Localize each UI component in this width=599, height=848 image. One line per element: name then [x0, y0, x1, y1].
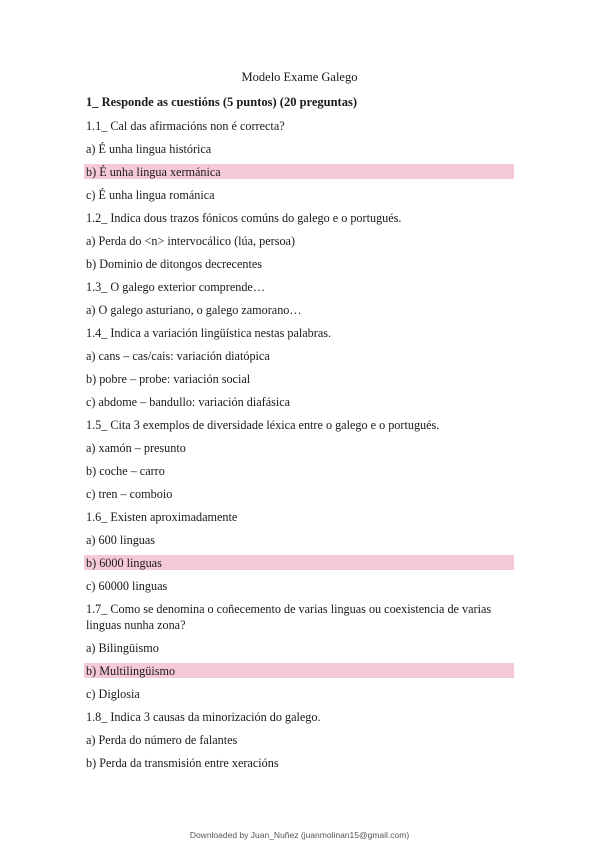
option-a: a) É unha lingua histórica [86, 142, 212, 156]
option-c: c) Diglosia [86, 687, 140, 701]
answer-b: b) pobre – probe: variación social [86, 372, 251, 386]
answer-a: a) Perda do número de falantes [86, 733, 238, 747]
option-a: a) Bilingüismo [86, 641, 159, 655]
question-1-1: 1.1_ Cal das afirmacións non é correcta? [86, 119, 285, 133]
answer-c: c) abdome – bandullo: variación diafásica [86, 395, 291, 409]
section-heading: 1_ Responde as cuestións (5 puntos) (20 preguntas) [86, 95, 357, 109]
answer-a: a) xamón – presunto [86, 441, 186, 455]
option-b-highlighted: b) 6000 linguas [86, 556, 162, 570]
download-footer: Downloaded by Juan_Nuñez (juanmolinan15@gmail.com) [189, 830, 410, 840]
question-1-8: 1.8_ Indica 3 causas da minorización do galego. [86, 710, 321, 724]
option-c: c) 60000 linguas [86, 579, 168, 593]
question-1-7-line-1: 1.7_ Como se denomina o coñecemento de varias linguas ou coexistencia de varias [86, 602, 492, 616]
question-1-6: 1.6_ Existen aproximadamente [86, 510, 238, 524]
answer-b: b) Dominio de ditongos decrecentes [86, 257, 262, 271]
answer-b: b) Perda da transmisión entre xeracións [86, 756, 279, 770]
document-title: Modelo Exame Galego [241, 70, 358, 84]
answer-c: c) tren – comboio [86, 487, 173, 501]
answer-a: a) O galego asturiano, o galego zamorano… [86, 303, 302, 317]
question-1-5: 1.5_ Cita 3 exemplos de diversidade léxica entre o galego e o portugués. [86, 418, 440, 432]
option-c: c) É unha lingua románica [86, 188, 215, 202]
option-b-highlighted: b) É unha lingua xermánica [86, 165, 221, 179]
option-a: a) 600 linguas [86, 533, 156, 547]
answer-a: a) cans – cas/cais: variación diatópica [86, 349, 270, 363]
question-1-3: 1.3_ O galego exterior comprende… [86, 280, 266, 294]
option-b-highlighted: b) Multilingüismo [86, 664, 176, 678]
answer-b: b) coche – carro [86, 464, 165, 478]
question-1-2: 1.2_ Indica dous trazos fónicos comúns do galego e o portugués. [86, 211, 402, 225]
question-1-4: 1.4_ Indica a variación lingüística nestas palabras. [86, 326, 332, 340]
question-1-7-line-2: linguas nunha zona? [86, 618, 186, 632]
answer-a: a) Perda do <n> intervocálico (lúa, persoa) [86, 234, 296, 248]
